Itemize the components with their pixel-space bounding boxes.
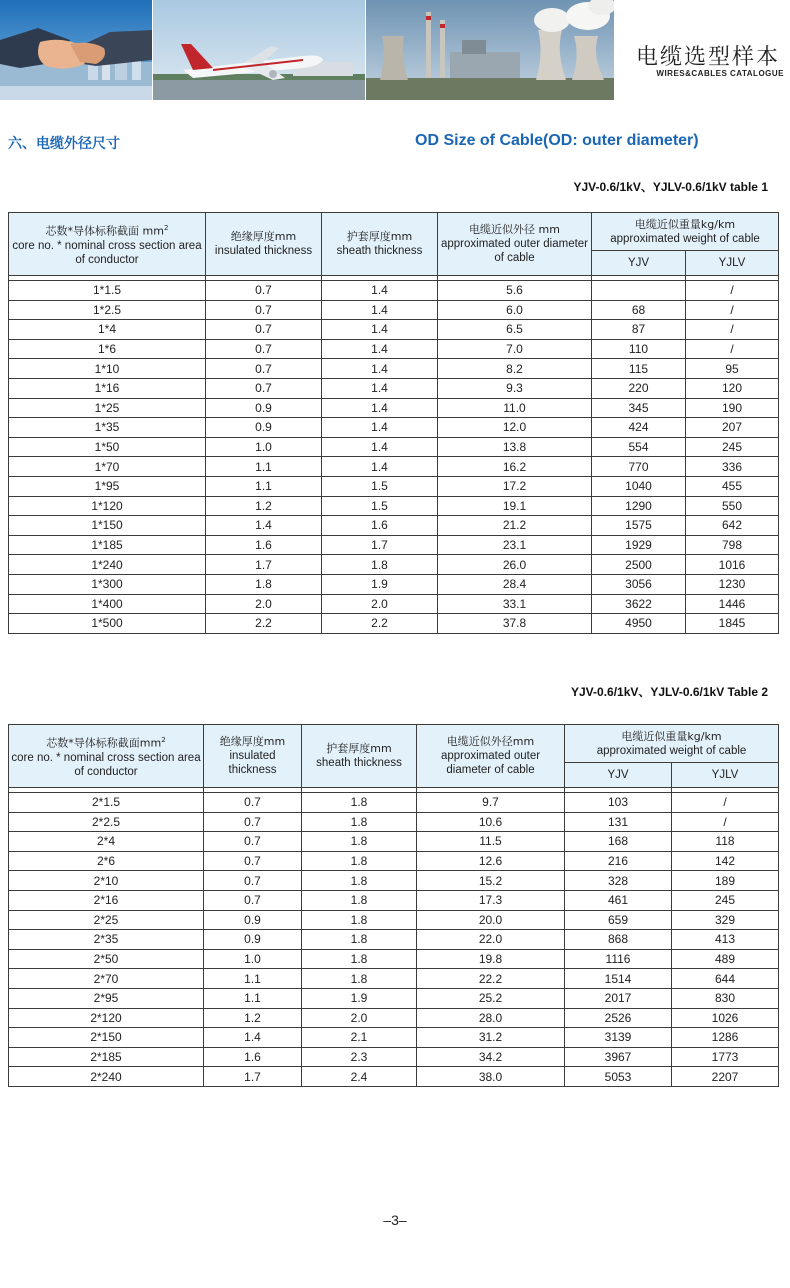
catalogue-title-en: WIRES&CABLES CATALOGUE xyxy=(656,69,784,78)
header-sheath xyxy=(302,725,417,788)
cell-insulation: 1.7 xyxy=(206,555,322,575)
cell-weight-yjlv: 642 xyxy=(686,516,779,536)
cell-outer-diameter: 19.8 xyxy=(417,949,565,969)
cell-weight-yjv: 554 xyxy=(592,437,686,457)
cell-outer-diameter: 16.2 xyxy=(438,457,592,477)
table1 xyxy=(8,212,779,634)
header-weight xyxy=(592,213,779,251)
cell-insulation: 0.7 xyxy=(204,851,302,871)
table-row xyxy=(9,300,779,320)
table-row xyxy=(9,555,779,575)
cell-sheath: 2.0 xyxy=(302,1008,417,1028)
header-yjlv: YJLV xyxy=(672,763,779,788)
header-core-en: core no. * nominal cross section area of conductor xyxy=(11,751,201,778)
header-core: 芯数*导体标称截面 $mm^2$ core no. * nominal cross section area of conductor xyxy=(9,213,206,276)
header-od-en: approximated outer diameter of cable xyxy=(440,238,589,264)
cell-sheath: 1.4 xyxy=(322,320,438,340)
table-row xyxy=(9,812,779,832)
cell-insulation: 0.7 xyxy=(204,812,302,832)
cell-outer-diameter: 25.2 xyxy=(417,988,565,1008)
cell-weight-yjlv: 142 xyxy=(672,851,779,871)
cell-weight-yjlv: 95 xyxy=(686,359,779,379)
cell-insulation: 0.7 xyxy=(204,832,302,852)
cell-core-size: 2*25 xyxy=(9,910,204,930)
cell-weight-yjv xyxy=(592,281,686,301)
cell-weight-yjlv: / xyxy=(672,812,779,832)
cell-weight-yjv: 3967 xyxy=(565,1047,672,1067)
cell-weight-yjv: 220 xyxy=(592,378,686,398)
cell-insulation: 2.0 xyxy=(206,594,322,614)
header-od-zh: 电缆近似外径 mm xyxy=(469,223,560,236)
cell-sheath: 1.7 xyxy=(322,535,438,555)
cell-outer-diameter: 34.2 xyxy=(417,1047,565,1067)
cell-weight-yjlv: 336 xyxy=(686,457,779,477)
header-core: 芯数*导体标称截面$mm^2$ core no. * nominal cross section area of conductor xyxy=(9,725,204,788)
table-row xyxy=(9,871,779,891)
cell-outer-diameter: 28.0 xyxy=(417,1008,565,1028)
section-title-zh: 六、电缆外径尺寸 xyxy=(8,136,120,152)
table-row xyxy=(9,359,779,379)
cell-weight-yjlv: 1286 xyxy=(672,1028,779,1048)
cell-weight-yjv: 216 xyxy=(565,851,672,871)
cell-outer-diameter: 31.2 xyxy=(417,1028,565,1048)
cell-outer-diameter: 6.0 xyxy=(438,300,592,320)
cell-weight-yjlv: 1026 xyxy=(672,1008,779,1028)
cell-sheath: 1.8 xyxy=(322,555,438,575)
cell-insulation: 0.7 xyxy=(206,281,322,301)
cell-insulation: 0.9 xyxy=(204,910,302,930)
power-plant-photo xyxy=(366,0,614,100)
cell-weight-yjv: 2017 xyxy=(565,988,672,1008)
cell-weight-yjlv: 830 xyxy=(672,988,779,1008)
cell-weight-yjlv: 245 xyxy=(686,437,779,457)
cell-insulation: 0.9 xyxy=(206,398,322,418)
cell-weight-yjlv: / xyxy=(686,320,779,340)
cell-weight-yjlv: / xyxy=(672,793,779,813)
cell-insulation: 0.7 xyxy=(206,320,322,340)
header-core-en: core no. * nominal cross section area of conductor xyxy=(12,239,202,266)
cell-sheath: 2.0 xyxy=(322,594,438,614)
cell-core-size: 1*120 xyxy=(9,496,206,516)
cell-sheath: 1.5 xyxy=(322,496,438,516)
cell-sheath: 1.9 xyxy=(322,574,438,594)
cell-sheath: 1.5 xyxy=(322,476,438,496)
cell-weight-yjlv: 550 xyxy=(686,496,779,516)
header-insulation-zh: 绝缘厚度mm xyxy=(219,735,286,748)
cell-sheath: 1.4 xyxy=(322,457,438,477)
table-row xyxy=(9,890,779,910)
table-row xyxy=(9,496,779,516)
cell-weight-yjv: 68 xyxy=(592,300,686,320)
header-weight-zh: 电缆近似重量kg/km xyxy=(634,217,736,231)
cell-outer-diameter: 17.2 xyxy=(438,476,592,496)
cell-sheath: 2.1 xyxy=(302,1028,417,1048)
header-od-zh: 电缆近似外径mm xyxy=(446,735,535,748)
cell-core-size: 2*2.5 xyxy=(9,812,204,832)
table-row xyxy=(9,930,779,950)
cell-weight-yjv: 3622 xyxy=(592,594,686,614)
table2 xyxy=(8,724,779,1087)
cell-outer-diameter: 20.0 xyxy=(417,910,565,930)
cell-core-size: 1*16 xyxy=(9,378,206,398)
cell-insulation: 0.7 xyxy=(204,890,302,910)
cell-core-size: 1*6 xyxy=(9,339,206,359)
table-row xyxy=(9,281,779,301)
cell-core-size: 1*400 xyxy=(9,594,206,614)
cell-sheath: 1.4 xyxy=(322,339,438,359)
cell-outer-diameter: 38.0 xyxy=(417,1067,565,1087)
cell-outer-diameter: 17.3 xyxy=(417,890,565,910)
header-weight-en: approximated weight of cable xyxy=(596,744,747,757)
table-row xyxy=(9,378,779,398)
cell-sheath: 1.9 xyxy=(302,988,417,1008)
cell-outer-diameter: 22.2 xyxy=(417,969,565,989)
header-weight-zh: 电缆近似重量kg/km xyxy=(621,729,722,743)
table-row xyxy=(9,1008,779,1028)
table-row xyxy=(9,457,779,477)
cell-outer-diameter: 21.2 xyxy=(438,516,592,536)
header-core-zh: 芯数*导体标称截面mm xyxy=(46,736,162,750)
cell-outer-diameter: 11.5 xyxy=(417,832,565,852)
table-row xyxy=(9,574,779,594)
cell-core-size: 2*185 xyxy=(9,1047,204,1067)
table2-caption: YJV-0.6/1kV、YJLV-0.6/1kV Table 2 xyxy=(571,685,768,699)
cell-sheath: 1.8 xyxy=(302,930,417,950)
cell-sheath: 1.6 xyxy=(322,516,438,536)
cell-outer-diameter: 28.4 xyxy=(438,574,592,594)
cell-outer-diameter: 22.0 xyxy=(417,930,565,950)
cell-insulation: 0.9 xyxy=(206,418,322,438)
cell-core-size: 1*95 xyxy=(9,476,206,496)
cell-outer-diameter: 12.0 xyxy=(438,418,592,438)
cell-insulation: 0.9 xyxy=(204,930,302,950)
cell-sheath: 2.2 xyxy=(322,614,438,634)
cell-weight-yjlv: 1446 xyxy=(686,594,779,614)
cell-insulation: 0.7 xyxy=(204,793,302,813)
header-insulation xyxy=(204,725,302,788)
cell-weight-yjv: 1290 xyxy=(592,496,686,516)
cell-sheath: 1.8 xyxy=(302,793,417,813)
table-row xyxy=(9,969,779,989)
cell-weight-yjlv: 1845 xyxy=(686,614,779,634)
table-row xyxy=(9,1067,779,1087)
table-row xyxy=(9,339,779,359)
header-sheath-zh: 护套厚度mm xyxy=(346,230,413,243)
cell-weight-yjv: 770 xyxy=(592,457,686,477)
cell-core-size: 1*25 xyxy=(9,398,206,418)
cell-core-size: 2*35 xyxy=(9,930,204,950)
header-od-en: approximated outer diameter of cable xyxy=(440,750,541,776)
cell-outer-diameter: 10.6 xyxy=(417,812,565,832)
table-row xyxy=(9,832,779,852)
cell-insulation: 1.4 xyxy=(206,516,322,536)
section-title-en: OD Size of Cable(OD: outer diameter) xyxy=(415,132,699,149)
cell-outer-diameter: 26.0 xyxy=(438,555,592,575)
cell-weight-yjv: 5053 xyxy=(565,1067,672,1087)
header-yjv: YJV xyxy=(592,251,686,276)
brand-block xyxy=(615,0,790,100)
cell-weight-yjlv: 190 xyxy=(686,398,779,418)
cell-insulation: 0.7 xyxy=(206,300,322,320)
cell-weight-yjlv: 118 xyxy=(672,832,779,852)
cell-insulation: 1.1 xyxy=(206,457,322,477)
cell-weight-yjv: 4950 xyxy=(592,614,686,634)
cell-core-size: 2*70 xyxy=(9,969,204,989)
cell-weight-yjv: 1514 xyxy=(565,969,672,989)
cell-weight-yjlv: 1773 xyxy=(672,1047,779,1067)
cell-insulation: 0.7 xyxy=(206,339,322,359)
table-row xyxy=(9,614,779,634)
cell-weight-yjv: 87 xyxy=(592,320,686,340)
table-row xyxy=(9,793,779,813)
cell-weight-yjlv: 189 xyxy=(672,871,779,891)
cell-sheath: 1.8 xyxy=(302,851,417,871)
cell-sheath: 1.4 xyxy=(322,418,438,438)
cell-outer-diameter: 11.0 xyxy=(438,398,592,418)
cell-weight-yjv: 1116 xyxy=(565,949,672,969)
cell-weight-yjlv: 2207 xyxy=(672,1067,779,1087)
cell-weight-yjlv: 1230 xyxy=(686,574,779,594)
cell-outer-diameter: 23.1 xyxy=(438,535,592,555)
cell-weight-yjv: 103 xyxy=(565,793,672,813)
cell-sheath: 1.8 xyxy=(302,832,417,852)
cell-weight-yjlv: / xyxy=(686,281,779,301)
cell-insulation: 0.7 xyxy=(206,378,322,398)
cell-weight-yjv: 659 xyxy=(565,910,672,930)
catalogue-title-zh: 电缆选型样本 xyxy=(635,45,780,70)
cell-weight-yjv: 328 xyxy=(565,871,672,891)
cell-weight-yjlv: 120 xyxy=(686,378,779,398)
cell-insulation: 1.6 xyxy=(204,1047,302,1067)
cell-sheath: 1.8 xyxy=(302,949,417,969)
cell-core-size: 1*50 xyxy=(9,437,206,457)
table-row xyxy=(9,910,779,930)
cell-sheath: 1.4 xyxy=(322,437,438,457)
table-row xyxy=(9,437,779,457)
cell-weight-yjv: 461 xyxy=(565,890,672,910)
table-row xyxy=(9,594,779,614)
cell-outer-diameter: 9.7 xyxy=(417,793,565,813)
cell-weight-yjlv: 489 xyxy=(672,949,779,969)
cell-core-size: 1*150 xyxy=(9,516,206,536)
cell-insulation: 1.2 xyxy=(206,496,322,516)
table-row xyxy=(9,535,779,555)
table1-body xyxy=(9,276,779,634)
cell-weight-yjv: 131 xyxy=(565,812,672,832)
cell-weight-yjv: 2500 xyxy=(592,555,686,575)
cell-sheath: 1.4 xyxy=(322,300,438,320)
cell-insulation: 1.1 xyxy=(204,969,302,989)
header-sheath xyxy=(322,213,438,276)
cell-outer-diameter: 19.1 xyxy=(438,496,592,516)
cell-core-size: 1*10 xyxy=(9,359,206,379)
cell-core-size: 1*500 xyxy=(9,614,206,634)
header-sheath-en: sheath thickness xyxy=(316,757,402,769)
table-row xyxy=(9,1047,779,1067)
cell-insulation: 1.2 xyxy=(204,1008,302,1028)
cell-core-size: 2*95 xyxy=(9,988,204,1008)
cell-core-size: 1*300 xyxy=(9,574,206,594)
table-row xyxy=(9,516,779,536)
cell-outer-diameter: 9.3 xyxy=(438,378,592,398)
cell-sheath: 1.8 xyxy=(302,890,417,910)
cell-insulation: 1.1 xyxy=(206,476,322,496)
table1-caption: YJV-0.6/1kV、YJLV-0.6/1kV table 1 xyxy=(573,180,768,194)
cell-weight-yjlv: / xyxy=(686,339,779,359)
handshake-photo xyxy=(0,0,152,100)
cell-outer-diameter: 37.8 xyxy=(438,614,592,634)
table-row xyxy=(9,851,779,871)
header-sheath-en: sheath thickness xyxy=(336,245,423,257)
table-row xyxy=(9,476,779,496)
cell-core-size: 1*2.5 xyxy=(9,300,206,320)
cell-core-size: 2*50 xyxy=(9,949,204,969)
cell-weight-yjlv: 413 xyxy=(672,930,779,950)
cell-outer-diameter: 5.6 xyxy=(438,281,592,301)
cell-weight-yjv: 3139 xyxy=(565,1028,672,1048)
cell-core-size: 2*240 xyxy=(9,1067,204,1087)
cell-weight-yjlv: 455 xyxy=(686,476,779,496)
header-yjlv: YJLV xyxy=(686,251,779,276)
cell-weight-yjv: 115 xyxy=(592,359,686,379)
cell-core-size: 2*10 xyxy=(9,871,204,891)
cell-weight-yjlv: 644 xyxy=(672,969,779,989)
cell-weight-yjlv: 245 xyxy=(672,890,779,910)
cell-insulation: 1.4 xyxy=(204,1028,302,1048)
cell-outer-diameter: 6.5 xyxy=(438,320,592,340)
header-weight-en: approximated weight of cable xyxy=(610,232,760,245)
cell-outer-diameter: 13.8 xyxy=(438,437,592,457)
table-row xyxy=(9,949,779,969)
table-row xyxy=(9,398,779,418)
cell-weight-yjv: 1040 xyxy=(592,476,686,496)
header-core-zh: 芯数*导体标称截面 mm xyxy=(45,224,164,238)
header-banner xyxy=(0,0,790,100)
header-outer-diameter xyxy=(438,213,592,276)
cell-sheath: 1.8 xyxy=(302,871,417,891)
cell-insulation: 1.8 xyxy=(206,574,322,594)
table-row xyxy=(9,1028,779,1048)
cell-insulation: 1.0 xyxy=(204,949,302,969)
cell-weight-yjv: 2526 xyxy=(565,1008,672,1028)
cell-insulation: 0.7 xyxy=(204,871,302,891)
cell-core-size: 2*120 xyxy=(9,1008,204,1028)
cell-sheath: 1.4 xyxy=(322,359,438,379)
cell-core-size: 2*16 xyxy=(9,890,204,910)
cell-insulation: 1.7 xyxy=(204,1067,302,1087)
header-insulation xyxy=(206,213,322,276)
table2-body xyxy=(9,788,779,1087)
cell-weight-yjv: 3056 xyxy=(592,574,686,594)
cell-core-size: 2*6 xyxy=(9,851,204,871)
cell-sheath: 2.4 xyxy=(302,1067,417,1087)
cell-weight-yjv: 868 xyxy=(565,930,672,950)
cell-outer-diameter: 15.2 xyxy=(417,871,565,891)
cell-outer-diameter: 8.2 xyxy=(438,359,592,379)
cell-sheath: 2.3 xyxy=(302,1047,417,1067)
cell-core-size: 1*1.5 xyxy=(9,281,206,301)
header-outer-diameter xyxy=(417,725,565,788)
cell-sheath: 1.8 xyxy=(302,910,417,930)
cell-weight-yjv: 345 xyxy=(592,398,686,418)
cell-weight-yjlv: / xyxy=(686,300,779,320)
cell-sheath: 1.4 xyxy=(322,281,438,301)
cell-weight-yjlv: 329 xyxy=(672,910,779,930)
airplane-photo xyxy=(153,0,365,100)
cell-weight-yjv: 424 xyxy=(592,418,686,438)
cell-core-size: 1*185 xyxy=(9,535,206,555)
cell-sheath: 1.4 xyxy=(322,378,438,398)
cell-outer-diameter: 12.6 xyxy=(417,851,565,871)
cell-insulation: 1.0 xyxy=(206,437,322,457)
cell-weight-yjlv: 1016 xyxy=(686,555,779,575)
cell-weight-yjv: 1575 xyxy=(592,516,686,536)
cell-sheath: 1.8 xyxy=(302,812,417,832)
cell-insulation: 2.2 xyxy=(206,614,322,634)
cell-weight-yjv: 1929 xyxy=(592,535,686,555)
header-insulation-zh: 绝缘厚度mm xyxy=(230,230,297,243)
header-sheath-zh: 护套厚度mm xyxy=(326,742,392,755)
cell-core-size: 1*70 xyxy=(9,457,206,477)
cell-outer-diameter: 33.1 xyxy=(438,594,592,614)
cell-weight-yjlv: 207 xyxy=(686,418,779,438)
cell-insulation: 0.7 xyxy=(206,359,322,379)
header-yjv: YJV xyxy=(565,763,672,788)
cell-insulation: 1.1 xyxy=(204,988,302,1008)
cell-core-size: 1*4 xyxy=(9,320,206,340)
cell-weight-yjlv: 798 xyxy=(686,535,779,555)
cell-core-size: 2*4 xyxy=(9,832,204,852)
cell-insulation: 1.6 xyxy=(206,535,322,555)
cell-sheath: 1.8 xyxy=(302,969,417,989)
cell-outer-diameter: 7.0 xyxy=(438,339,592,359)
table-row xyxy=(9,988,779,1008)
cell-weight-yjv: 168 xyxy=(565,832,672,852)
header-weight xyxy=(565,725,779,763)
cell-core-size: 2*150 xyxy=(9,1028,204,1048)
header-insulation-en: insulated thickness xyxy=(214,245,313,257)
cell-weight-yjv: 110 xyxy=(592,339,686,359)
page-number: –3– xyxy=(383,1212,407,1228)
header-insulation-en: insulated thickness xyxy=(228,750,277,776)
table-row xyxy=(9,320,779,340)
cell-core-size: 1*240 xyxy=(9,555,206,575)
cell-core-size: 2*1.5 xyxy=(9,793,204,813)
cell-sheath: 1.4 xyxy=(322,398,438,418)
table-row xyxy=(9,418,779,438)
cell-core-size: 1*35 xyxy=(9,418,206,438)
